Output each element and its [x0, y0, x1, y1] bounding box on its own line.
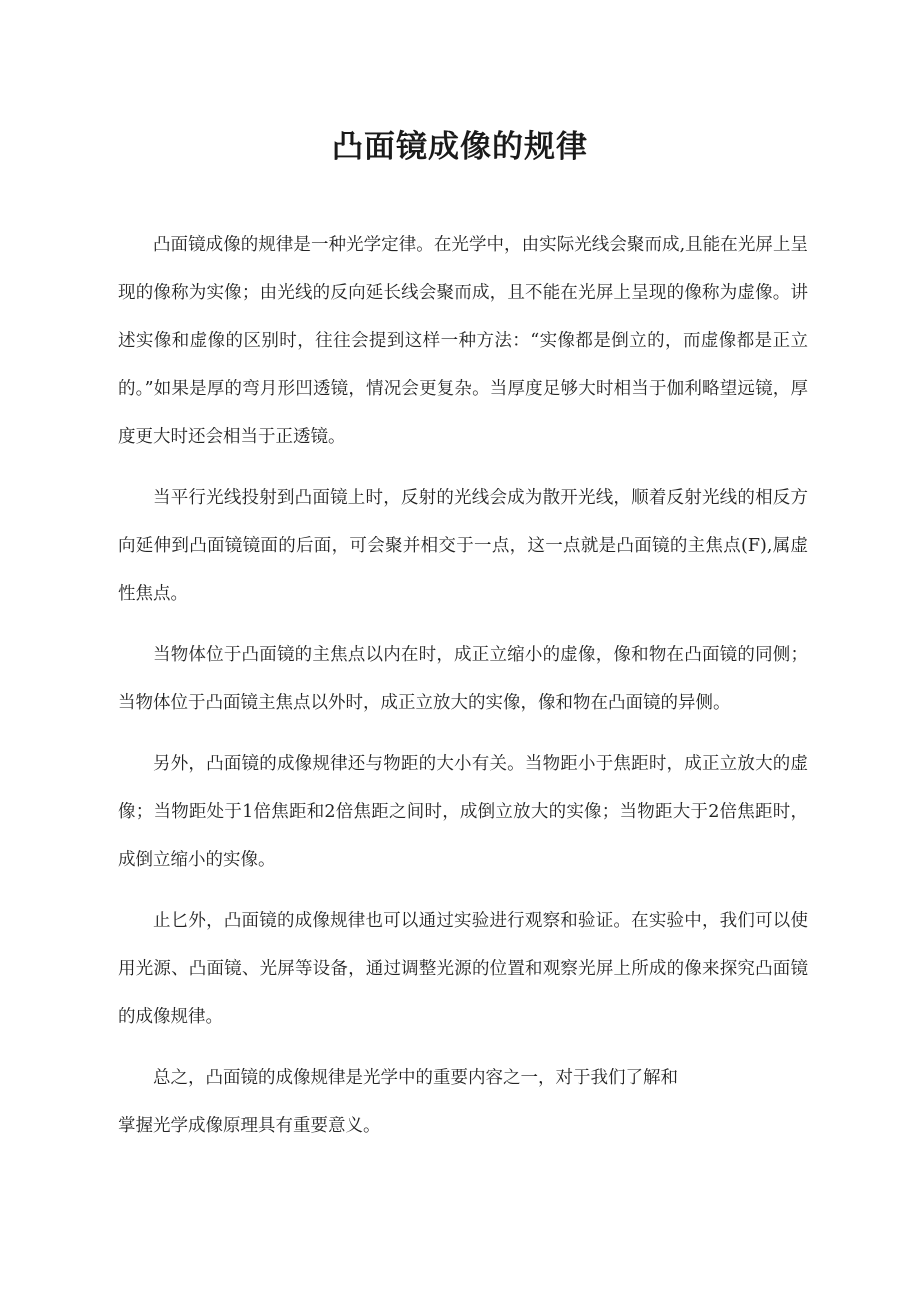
- paragraph-1: 凸面镜成像的规律是一种光学定律。在光学中，由实际光线会聚而成,且能在光屏上呈现的像称为实像；由光线的反向延长线会聚而成，且不能在光屏上呈现的像称为虚像。讲述实像和虚像的区别时，往往会提到这样一种方法：“实像都是倒立的，而虚像都是正立的。”如果是厚的弯月形凹透镜，情况会更复杂。当厚度足够大时相当于伽利略望远镜，厚度更大时还会相当于正透镜。: [118, 235, 808, 447]
- paragraph-2: 当平行光线投射到凸面镜上时，反射的光线会成为散开光线，顺着反射光线的相反方向延伸到凸面镜镜面的后面，可会聚并相交于一点，这一点就是凸面镜的主焦点(F),属虚性焦点。: [118, 488, 808, 604]
- paragraph-6-line-2: 掌握光学成像原理具有重要意义。: [118, 1116, 381, 1136]
- paragraph-6: [118, 1054, 808, 1150]
- document-body: [118, 221, 808, 1150]
- paragraph-3: 当物体位于凸面镜的主焦点以内在时，成正立缩小的虚像，像和物在凸面镜的同侧；当物体位于凸面镜主焦点以外时，成正立放大的实像，像和物在凸面镜的异侧。: [118, 645, 808, 713]
- paragraph-6-line-1: 总之，凸面镜的成像规律是光学中的重要内容之一，对于我们了解和: [153, 1068, 678, 1088]
- paragraph-5: 止匕外，凸面镜的成像规律也可以通过实验进行观察和验证。在实验中，我们可以使用光源、凸面镜、光屏等设备，通过调整光源的位置和观察光屏上所成的像来探究凸面镜的成像规律。: [118, 911, 808, 1027]
- paragraph-4: 另外，凸面镜的成像规律还与物距的大小有关。当物距小于焦距时，成正立放大的虚像；当物距处于1倍焦距和2倍焦距之间时，成倒立放大的实像；当物距大于2倍焦距时，成倒立缩小的实像。: [118, 754, 808, 870]
- document-title: 凸面镜成像的规律: [332, 129, 588, 165]
